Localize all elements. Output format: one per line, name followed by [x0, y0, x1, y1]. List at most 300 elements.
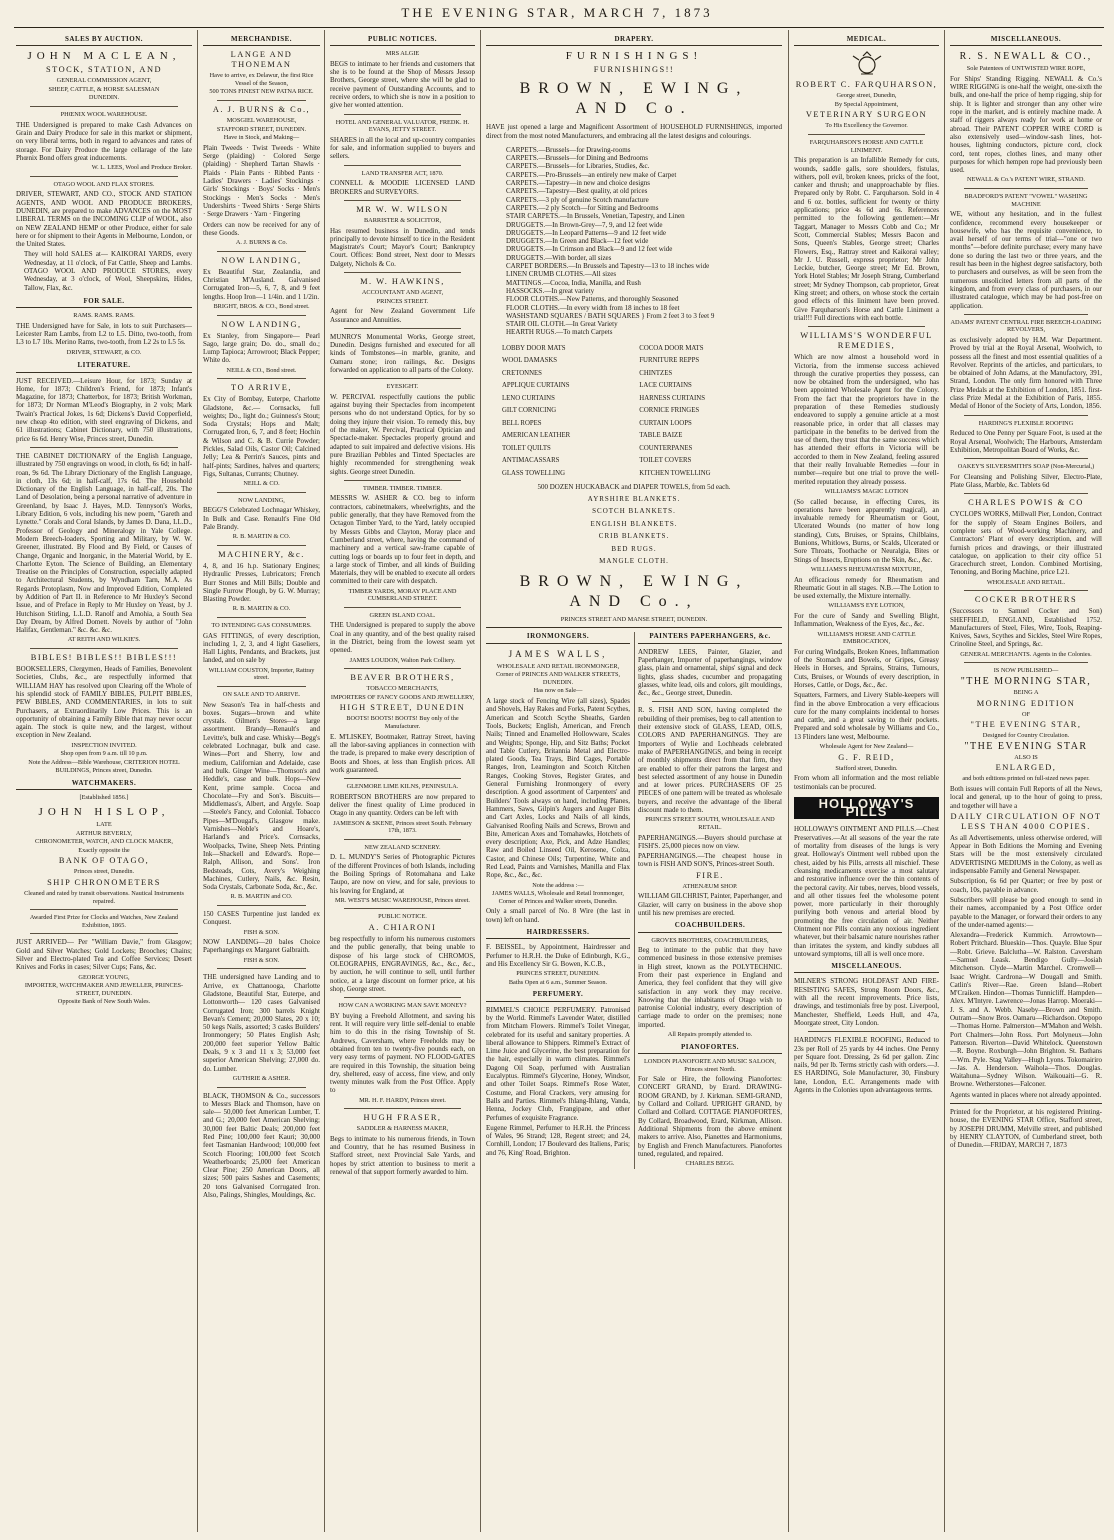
mliskey-text: E. M'LISKEY, Bootmaker, Rattray Street, having all the labor-saving appliances in connection with the trade, is prepared to make every description of Boots and Shoes, at less than English prices. All work guaranteed. [330, 732, 475, 774]
powis-sign: WHOLESALE AND RETAIL. [986, 578, 1066, 586]
goods-item: HARNESS CURTAINS [639, 394, 705, 402]
maclean-line2: GENERAL COMMISSION AGENT, [56, 77, 152, 85]
holloway-badge-wrap [794, 793, 939, 824]
cases-150: 150 CASES Turpentine just landed ex Conquest. [203, 909, 320, 927]
carpet-line: CARPET BORDERS.—In Brussels and Tapestry—13 to 18 inches wide [506, 262, 710, 271]
rimmel-text: RIMMEL'S CHOICE PERFUMERY. Patronised by the World. Rimmel's Lavender Water, distilled from Mitcham Flowers. Rimmel's Toilet Vinegar, celebrated for its useful and sanitary properties. A liberal allowance to Shippers. Rimmel's Extract of Lime Juice and Glycerine, the best preparation for the hair, especially in warm climates. Rimmel's Dagong Oil Soap, perfumed with Australian Eucalyptus. Rimmel's Glycerine, Honey, Windsor, and other Toilet Soaps. Rimmel's Rose Water, Costume, and Floral Crackers, very amusing for Balls and Parties. Rimmel's Ihlang-Ihlang, Vanda, Henna, Jockey Club, Frangipane, and other Perfumes of exquisite Fragrance. [486, 1005, 630, 1122]
farq-street: George street, Dunedin, [836, 92, 897, 100]
powis-title: CHARLES POWIS & CO [968, 498, 1084, 508]
awarded: Awarded First Prize for Clocks and Watches, New Zealand Exhibition, 1865. [29, 914, 179, 929]
green-sign: JAMES LOUDON, Walton Park Colliery. [349, 656, 456, 664]
divider [652, 701, 768, 702]
okey-title: OAKEY'S SILVERSMITH'S SOAP (Non-Mercurial,) [957, 463, 1095, 471]
divider [808, 326, 925, 327]
robertson-text: ROBERTSON BROTHERS are now prepared to deliver the finest quality of Lime produced in Otago in any quantity. Orders can be left with [330, 792, 475, 818]
divider [964, 493, 1088, 494]
carpet-line: STAIR CARPETS.—In Brussels, Venetian, Tapestry, and Linen [506, 212, 685, 221]
agent-info: From whom all information and the most reliable testimonials can be procured. [794, 774, 939, 791]
machinery-title: MACHINERY, &c. [218, 549, 305, 559]
column-rule [788, 30, 789, 1532]
lit-text: JUST RECEIVED.—Leisure Hour, for 1873; Sunday at Home, for 1873; Children's Friend, for 1873; Infant's Magazine, for 1873; Chatterbox, for 1873; British Workman, for 1873; Dr Norman M'Leod's Biography, in 2 vols; Mark Twain's Practical Jokes, 1s 6d; Dickens's David Copperfield, new cheap 4to edition, with steel engraving of Dickens, and 61 illustrations; Cabinet Dictionary, with 750 illustrations, price 6s 6d. Henry Wise, Princes street, Dunedin. [16, 376, 192, 443]
driver-sales: They will hold SALES at— KAIKORAI YARDS, every Wednesday, at 11 o'clock, of Fat Cattle, Sheep and Lambs. OTAGO WOOL AND PRODUCE STORES, every Wednesday, at 3 o'clock, of Wool, Sheepskins, Hides, Tallow, Flax, &c. [24, 250, 192, 292]
brown-ewing-title-2: BROWN, EWING, AND Co., [519, 572, 749, 610]
eye-title: WILLIAMS'S EYE LOTION, [828, 602, 905, 610]
connell-text: CONNELL & MOODIE LICENSED LAND BROKERS and SURVEYORS. [330, 179, 475, 196]
goods-row [502, 455, 766, 468]
goods-row [502, 368, 766, 381]
timber-title: TIMBER. TIMBER. TIMBER. [362, 484, 442, 492]
painters-column [638, 632, 782, 1168]
divider [344, 114, 461, 115]
goods-row [502, 468, 766, 481]
section-head-painters: PAINTERS PAPERHANGERS, &c. [638, 632, 782, 643]
gilchrist-text: WILLIAM GILCHRIST, Painter, Paperhanger, and Glazier, will carry on business in the above shop until his new premises are erected. [638, 892, 782, 917]
bradford-title: BRADFORD'S PATENT "VOWEL" WASHING MACHINE [964, 193, 1088, 208]
goods-item: FURNITURE REPPS [639, 357, 700, 365]
morning-star-title: "THE MORNING STAR, [960, 675, 1092, 687]
beissel-text: F. BEISSEL, by Appointment, Hairdresser and Perfumer to H.R.H. the Duke of Edinburgh, K.G., and His Excellency Sir G. Bowen, K.C.B., [486, 943, 630, 968]
goods-item: LACE CURTAINS [639, 382, 692, 390]
burns-orders: Orders can now be received for any of these Goods. [203, 220, 320, 237]
section-head-hairdressers: HAIRDRESSERS. [486, 928, 630, 939]
ms-edition: MORNING EDITION [976, 698, 1076, 708]
hawkins-title: M. W. HAWKINS, [360, 277, 445, 287]
divider [30, 447, 178, 448]
section-head-misc: MISCELLANEOUS. [794, 962, 939, 973]
fraser-text: Begs to intimate to his numerous friends, in Town and Country, that he has resumed Business in Stafford street, next Provincial Sale Yards, and hopes by strict attention to business to merit a renewal of that support formerly awarded to him. [330, 1134, 475, 1177]
adv-text: As all Advertisements, unless otherwise ordered, will Appear in Both Editions the Morning and Evening Stars will be the most extensively circulated ADVERTISING MEDIUMS in the Colony, as well as indispensable Family and General Newspaper. [950, 833, 1102, 876]
phoenix-title: PHŒNIX WOOL WAREHOUSE. [60, 111, 148, 119]
burns-list: Plain Tweeds · Twist Tweeds · White Serge (plaiding) · Colored Serge (plaiding) · Shepherd Tartan Shawls · Plaids · Plain Pants · Ribbed Pants · Ladies' Drawers · Ladies' Stockings · Girls' Stockings · Boys' Socks · Men's Stockings · Men's Socks · Men's Undershirts · Tweed Shirts · Serge Shirts · Serge Drawers · Yarn · Fingering [203, 143, 320, 219]
es2-also: ALSO IS [1014, 753, 1038, 761]
divider [30, 106, 178, 107]
carpet-line: MATTINGS.—Cocoa, India, Manilla, and Rush [506, 278, 641, 287]
fraser-title: HUGH FRASER, [363, 1113, 442, 1123]
farq-title: ROBERT C. FARQUHARSON, [795, 80, 938, 90]
young-name: GEORGE YOUNG, [78, 973, 130, 981]
divider [344, 200, 461, 201]
divider [344, 839, 461, 840]
agents-wanted: Agents wanted in places where not already appointed. [950, 1090, 1102, 1099]
goods-row [502, 355, 766, 368]
section-head-misc-2: MISCELLANEOUS. [950, 35, 1102, 46]
section-head-auction: SALES BY AUCTION. [16, 35, 192, 46]
begg-sign: R. B. MARTIN & CO. [232, 533, 291, 541]
imprint: Printed for the Proprietor, at his registered Printing-house, the EVENING STAR Office, Stafford street, by JOSEPH DRUMM, Melville street, and published by HENRY CLAYTON, of Cumberland street, both of Dunedin.—FRIDAY, MARCH 7, 1873 [950, 1108, 1102, 1150]
hislop-name: JOHN HISLOP, [38, 806, 170, 819]
blanket-line: BED RUGS. [611, 544, 657, 553]
just-arrived: JUST ARRIVED— Per "William Davie," from Glasgow; Gold and Silver Watches; Gold Lockets; Brooches; Chains; Silver and Electro-plated Tea and Coffee Services; Desert Knives and Forks in cases; Silver Cups; Fans, &c. [16, 938, 192, 972]
farq-appointment: By Special Appointment, [834, 100, 899, 108]
black-text: BLACK, THOMSON & Co., successors to Messrs Black and Thomson, have on sale— 50,000 feet American Lumber, T. and G.; 20,000 feet American Shelving; 30,000 feet Baltic Deals; 200,000 feet Red Pine; 100,000 feet Kauri; 30,000 feet Tasmanian Hardwood; 100,000 feet Scotch Flooring; 100,000 feet Scotch Weatherboards; 25,000 feet American Clear Pine; 250 American Doors, all sizes; 500 pairs Sashes and Casements; 20 tons Galvanised Corrugated Iron. Also, Palings, Shingles, Mouldings, &c. [203, 1091, 320, 1200]
divider [30, 933, 178, 934]
hotel-text: SHARES in all the local and up-country companies for sale, and information supplied to buyers and sellers. [330, 135, 475, 161]
rheum-title: WILLIAMS'S RHEUMATISM MIXTURE, [810, 565, 923, 573]
divider [344, 908, 461, 909]
royal-crest-icon [847, 50, 887, 78]
subscribers: Subscribers will please be good enough to send in their names, accompanied by a Post Office order payable to the Manager, or forward their orders to any of the under-named agents:— [950, 895, 1102, 929]
save-text: BY buying a Freehold Allotment, and saving his rent. It will require very little self-denial to enable him to do this in the rising Township of St. Andrews, Caversham, where Freeholds may be obtained from ten to twenty-five pounds each, on very easy terms of payment. NO FLOOD-GATES are required in this Township, the situation being dry, sheltered, easy of access, fine view, and only twenty minutes walk from the Post Office. Apply to [330, 1011, 475, 1095]
agent-street: Stafford street, Dunedin. [835, 764, 898, 772]
goods-item: CHINTZES [639, 369, 673, 377]
divider [808, 134, 925, 135]
nz-scenery-title: NEW ZEALAND SCENERY. [364, 843, 441, 851]
dict-text: THE CABINET DICTIONARY of the English Language, illustrated by 750 engravings on wood, in cloth, 6s 6d; in half-roan, 9s 6d. The Library Dictionary of the English Language, in cloth, 13s 6d; in half-calf, 17s 6d. The Household Dictionary of the English Language, in half-calf, 20s. The Land of Desolation, being a personal narrative of adventure in Greenland, by Isaac J. Hayes, M.D. Tennyson's Works, Library Edition, 6 vols, including his new poem, "Gareth and Lynette." Corals and Coral Islands, by James D. Dana, LL.D., Professor of Geology and Mineralogy in Yale College. Modern Breech-loaders, Sporting and Military, by W. W. Greener, illustrated. By Flood and By Field, or Causes of Change, Organic and Inorganic, in the Material World, by E. Charlotte Eyton. The Science of Building, an Elementary Treatise on the Principles of Construction, especially adapted to Architectural Students, by Wyndham Tarn, M.A. As Regards Protoplasm, Now and Improved Edition, Completed by Addition of Part II. in Reference to Mr Huxley's Second Issue, and of Preface in Reply to Mr Huxley on Yeast, by J. Hutchison Stirling, L.L.D. Ranolf and Amohia, a South Sea Day Dream, by Alfred Domett. Novels by author of "John Halifax, Gentleman." &c. &c. &c. [16, 451, 192, 635]
ship-text: Cleaned and rated by transit observations. Nautical Instruments repaired. [24, 889, 184, 905]
section-head-drapery: DRAPERY. [486, 35, 782, 46]
column-merchandise [203, 35, 320, 1532]
arrive-title: TO ARRIVE, [231, 383, 292, 393]
burns-sign: A. J. BURNS & Co. [235, 239, 288, 247]
green-text: THE Undersigned is prepared to supply the above Coal in any quantity, and of the best quality raised in the District, being from the lowest seam yet opened. [330, 621, 475, 655]
phoenix-text: THE Undersigned is prepared to make Cash Advances on Grain and Dairy Produce for sale in this market or shipment, on very liberal terms, both in regard to advances and rates of storage. For Dairy Produce the large cellarage of the late Phœnix Bond offers great inducements. [16, 120, 192, 162]
begg-text: BEGG'S Celebrated Lochnagar Whiskey, In Bulk and Case. Renault's Fine Old Pale Brandy. [203, 506, 320, 532]
newall-text: For Ships' Standing Rigging. NEWALL & Co.'s WIRE RIGGING is one-half the weight, one-sixth the bulk, and one-half the price of hemp rigging, ship for ship. It is lighter and stronger than any other wire rope in the market, and is entirely machine made. A staff of riggers always ready for work at home or abroad. Their PATENT COPPER WIRE CORD is also extensively used—window-sash lines, hot-houses, lightning conductors, picture cord, clock cord, tent ropes, clothes lines, and many other purposes for which hempen rope had previously been used. [950, 74, 1102, 175]
carpet-line: DRUGGETS.—In Crimson and Black—9 and 12 feet wide [506, 245, 673, 254]
divider [217, 1087, 306, 1088]
robertson-sign: JAMIESON & SKENE, Princes street South. February 17th, 1873. [333, 819, 472, 835]
farq-role: VETERINARY SURGEON [805, 110, 928, 120]
holloway-text: HOLLOWAY'S OINTMENT AND PILLS.—Chest Preservatives.—At all seasons of the year the rate of mortality from diseases of the lungs is very great. Holloway's Ointment well rubbed upon the chest, aided by his Pills, arrests all mischief. These cleansing medicaments exercise a most salutary and restorative influence over the thin contents of the pectoral cavity. Air tubes, nerves, blood vessels, and all other tissues feel the wholesome potent power, more particularly in their thoroughly purifying both venous and arterial blood by promoting the free circulation of air. Neither Ointment nor Pills contain any noxious ingredient whatever, but their balsamic nature nourishes rather than irritates the system, and kindly subdues all untoward symptoms, till all is well once more. [794, 825, 939, 958]
gas-title: TO INTENDING GAS CONSUMERS. [211, 622, 312, 629]
adams-title: ADAMS' PATENT CENTRAL FIRE BREECH-LOADING REVOLVERS, [950, 318, 1102, 334]
sale-title: ON SALE AND TO ARRIVE. [222, 690, 301, 698]
liniment-title: FARQUHARSON'S HORSE AND CATTLE LINIMENT. [809, 139, 924, 154]
carpet-line: STAIR OIL CLOTH.—In Great Variety [506, 320, 618, 329]
column-rule [480, 30, 481, 1532]
hislop-role: CHRONOMETER, WATCH, AND CLOCK MAKER, [35, 838, 173, 846]
divider [217, 251, 306, 252]
goods-row [502, 393, 766, 406]
carpet-line: DRUGGETS.—In Green and Black—12 feet wide [506, 237, 649, 246]
carpet-line: HASSOCKS.—In great variety [506, 286, 595, 295]
cocker-title: COCKER BROTHERS [974, 595, 1078, 605]
ms-of: OF [1021, 710, 1031, 718]
walls-title: JAMES WALLS, [508, 648, 608, 659]
cocker-text: (Successors to Samuel Cocker and Son) SHEFFIELD, ENGLAND, Established 1752. Manufacturers of Steel, Files, Wire, Tools, Reaping-Knives, Saws, Scythes and Sickles, Steel Wire Ropes, Crinoline Steel, and Springs, &c. [950, 607, 1102, 649]
landing2-sign: NEILL & CO., Bond street. [226, 366, 297, 374]
blanket-line: SCOTCH BLANKETS. [592, 507, 676, 516]
goods-row [502, 380, 766, 393]
section-head-public: PUBLIC NOTICES. [330, 35, 475, 46]
carpet-line: CARPETS.—Brussels—for Libraries, Studies, &c. [506, 162, 650, 171]
divider [344, 272, 461, 273]
es-designed: Designed for Country Circulation. [982, 732, 1070, 740]
goods-item: KITCHEN TOWELLING [639, 469, 711, 477]
hislop-bank: BANK OF OTAGO, [58, 856, 150, 866]
machinery-sign: R. B. MARTIN & CO. [232, 605, 291, 613]
blanket-list [486, 493, 782, 568]
goods-item: ANTIMACASSARS [502, 457, 560, 465]
hislop-late: LATE [96, 821, 112, 829]
divider [964, 590, 1088, 591]
williams-title: WILLIAMS'S WONDERFUL REMEDIES, [800, 331, 933, 351]
walls-wire: Only a small parcel of No. 8 Wire (the last in town) left on hand. [486, 907, 630, 924]
magic-title: WILLIAMS'S MAGIC LOTION [824, 487, 909, 495]
goods-item: CORNICE FRINGES [639, 407, 700, 415]
divider [344, 778, 461, 779]
goods-item: TABLE BAIZE [639, 432, 683, 440]
fish-address: PRINCES STREET SOUTH, WHOLESALE AND RETAIL. [645, 816, 775, 831]
divider [217, 617, 306, 618]
harding-text-2: Reduced to One Penny per Square Foot, is used at the Royal Arsenal, Woolwich; The Harbours, Amsterdam Exhibition, Metropolitan Board of Works, &c. [950, 429, 1102, 454]
milner-text: MILNER'S STRONG HOLDFAST AND FIRE-RESISTING SAFES, Strong Room Doors, &c., with all the recent improvements. Price lists, drawings, and testimonials free by post. Liverpool, Manchester, Sheffield, Leeds Hull, and 47a, Moorgate street, City London. [794, 977, 939, 1027]
bibles-text: BOOKSELLERS, Clergymen, Heads of Families, Benevolent Societies, Clubs, &c., are respectfully informed that WILLIAM HAY has resolved upon Clearing off the Whole of his splendid stock of FAMILY BIBLES, PULPIT BIBLES, PEW BIBLES, AND COMMENTARIES, in lots to suit Purchasers, at Extraordinarily Low Prices. This is an opportunity of obtaining a Family Bible that may never occur again. The stock is quite new, and the largest, without exception in New Zealand. [16, 665, 192, 740]
brown-ewing-title: BROWN, EWING, AND Co. [519, 80, 749, 118]
landing3-title: NOW LANDING, [238, 496, 285, 504]
walls-corner: Corner of PRINCES AND WALKER STREETS, DUNEDIN. [495, 671, 621, 686]
landing1-text: Ex Beautiful Star, Zealandia, and Christian M'Ausland. Galvanised Corrugated Iron—5, 6, 7, 8, and 9 feet lengths. Hoop Iron—1 1/4in. and 1 1/2in. [203, 267, 320, 301]
london-sign: CHARLES BEGG. [685, 1160, 735, 1168]
hotel-title: HOTEL AND GENERAL VALUATOR, FREDK. H. EVANS, JETTY STREET. [335, 118, 470, 134]
landing2-text: Ex Stanley, from Singapore— Pearl Sago, large grain; Do. do., small do.; Lump Tapioca; Arrowroot; Black Pepper; White do. [203, 331, 320, 365]
goods-item: LENO CURTAINS [502, 394, 555, 402]
blanket-line: ENGLISH BLANKETS. [590, 519, 678, 528]
maclean-place: DUNEDIN. [88, 94, 120, 102]
blanket-line: MANGLE CLOTH. [599, 557, 669, 566]
hawkins-role: ACCOUNTANT AND AGENT, [361, 289, 444, 297]
divider [808, 1031, 925, 1032]
timber-text: MESSRS W. ASHER & CO. beg to inform contractors, cabinetmakers, wheelwrights, and the public generally, that they have Removed from the Octagon Timber Yard, to the Yard, lately occupied by Messrs Gibbs and Clayton, Moray place and Cumberland street, where, having the command of machinery and a vertical saw-frame capable of cutting logs or boards up to four feet in depth, and a large stock of Timber, and all kinds of Building Materials, they will be enabled to execute all orders committed to their care with despatch. [330, 494, 475, 586]
athenaeum: ATHENÆUM SHOP. [682, 882, 738, 890]
machinery-text: 4, 8, and 16 h.p. Stationary Engines; Hydraulic Presses, Lubricators; French Burr Stones and Mill Bills; Double and Single Furrow Plough, by G. W. Murray; Blasting Powder. [203, 561, 320, 604]
column-rule [324, 30, 325, 1532]
walls-sign: JAMES WALLS, Wholesale and Retail Ironmonger, Corner of Princes and Walker streets, Dunedin. [492, 890, 624, 905]
phoenix-sign: W. L. LEES, Wool and Produce Broker. [91, 164, 192, 172]
landing1-sign: BRIGHT, BROS. & CO., Bond street. [213, 302, 310, 310]
fire-title: FIRE. [696, 870, 724, 880]
harding-text: HARDING'S FLEXIBLE ROOFING, Reduced to 23s per Roll of 25 yards by 44 inches. One Penny per Square foot. Dressing, 2s 6d per gallon. Zinc nails, 9d per lb. Terms strictly cash with orders.—J. ES HARDING, Sole Manufacturer, 30, Finsbury lane, London, E.C. Arrangements made with Agents in the Colonies upon advantageous terms. [794, 1036, 939, 1095]
divider [964, 314, 1088, 315]
beaver-title: BEAVER BROTHERS, [350, 673, 455, 683]
wilson-title: MR W. W. WILSON [356, 204, 449, 214]
ms-being: BEING A [1013, 688, 1039, 696]
section-head-forsale: FOR SALE. [16, 297, 192, 308]
note-address: Note the Address—Bible Warehouse, CRITERION HOTEL BUILDINGS, Princes street, Dunedin. [28, 758, 180, 774]
divider [217, 686, 306, 687]
maclean-line3: SHEEP, CATTLE, & HORSE SALESMAN [48, 85, 160, 93]
cocker-sign: GENERAL MERCHANTS. Agents in the Colonies. [960, 650, 1092, 658]
newall-title: R. S. NEWALL & CO., [959, 51, 1093, 63]
column-sales-by-auction [16, 35, 192, 1532]
gas-text: GAS FITTINGS, of every description, including 1, 2, 3, and 4 light Gaseliers, Hall Lights, Pendants, and Brackets, just landed, and on sale by [203, 631, 320, 665]
fish-sign-2: FISH & SON. [243, 956, 280, 964]
carpet-line: DRUGGETS.—With border, all sizes [506, 253, 612, 262]
fish-text: R. S. FISH AND SON, having completed the rebuilding of their premises, beg to call attention to their extensive stock of GLASS, LEAD, OILS, COLORS AND PAPERHANGINGS. They are Importers of Wylie and Lochheads celebrated make of PAPERHANGINGS, and being in receipt of monthly shipments direct from that firm, they are enabled to offer their patrons the largest and best selected assortment of any house in Dunedin and at lower prices. PURCHASERS OF 25 PIECES of one pattern will be treated as wholesale buyers, and receive the advantage of the liberal discount made to them. [638, 706, 782, 815]
goods-item: GLASS TOWELLING [502, 469, 565, 477]
furnishings-1: FURNISHINGS! [565, 50, 703, 63]
goods-item: COUNTERPANES [639, 444, 693, 452]
glenmore-title: GLENMORE LIME KILNS, PENINSULA. [346, 783, 459, 791]
goods-item: TOILET COVERS [639, 457, 692, 465]
section-head-pianofortes: PIANOFORTES. [638, 1043, 782, 1054]
top-rule [14, 27, 1104, 28]
hislop-street: Princes street, Dunedin. [73, 868, 135, 876]
guthrie-text: THE undersigned have Landing and to Arrive, ex Chattanooga, Charlotte Gladstone, Beautiful Star, Euterpe, and Lottonworth— 120 cases Galvanised Corrugated Iron; 300 barrels Knight Bevan's Cement; 20,000 Slates, 20 x 10; 50 kegs Nails, assorted; 3 casks Builders' Ironmongery; 50 Plates English Ash; 200,000 feet superior Yellow Baltic Deals, 9 x 3 and 11 x 3; 53,000 feet superior American Shelving; 27,000 do. do. Lumber. [203, 973, 320, 1073]
section-head-ironmongers: IRONMONGERS. [486, 632, 630, 643]
divider [344, 378, 461, 379]
section-head-coachbuilders: COACHBUILDERS. [638, 921, 782, 932]
divider [486, 627, 782, 628]
goods-item: TOILET QUILTS [502, 444, 551, 452]
sale-sign: R. B. MARTIN and CO. [230, 893, 293, 901]
bibles-title: BIBLES! BIBLES!! BIBLES!!! [30, 653, 178, 663]
horse-text: For curing Windgalls, Broken Knees, Inflammation of the Stomach and Bowels, or Gripes, Greasy Heels in Horses, and Sprains, Strains, Tumours, Cuts, Bruises, or Wounds of every description, in Horses, Cattle, or Dogs, &c., &c. [794, 647, 939, 689]
carpet-line: CARPETS.—3 ply of genuine Scotch manufacture [506, 195, 649, 204]
hawkins-text: Agent for New Zealand Government Life Assurance and Annuities. [330, 307, 475, 324]
lees-text: ANDREW LEES, Painter, Glazier, and Paperhanger, Importer of paperhangings, window glass, plain and ornamental, ships' signal and deck lights, glass shades, cucumber and propagating glasses, white lead, oils and colors, gilt mouldings, &c., &c., George street, Dunedin. [638, 647, 782, 698]
divider [964, 662, 1088, 663]
munro-text: MUNRO'S Monumental Works, George street, Dunedin. Designs furnished and executed for all kinds of Tombstones—in marble, granite, and Oamaru stone; iron railings, &c. Designs forwarded on application to all parts of the Colony. [330, 332, 475, 374]
divider [30, 909, 178, 910]
walls-has: Has now on Sale— [533, 687, 583, 695]
goods-row [502, 405, 766, 418]
mundy-text: D. L. MUNDY'S Series of Photographic Pictures of the different Provinces of both Islands, including the Boiling Springs of Rotomahana and Lake Taupo, are now on view, and for sale, previous to his leaving for England, at [330, 853, 475, 895]
es2-enlarged: ENLARGED, [995, 763, 1057, 773]
harding-title: HARDING'S FLEXIBLE ROOFING [978, 419, 1074, 427]
walls-role: WHOLESALE AND RETAIL IRONMONGER, [496, 662, 620, 670]
chiaroni-title: A. CHIARONI [368, 923, 437, 933]
carpet-line: DRUGGETS.—In Leopard Patterns—9 and 12 feet wide [506, 228, 666, 237]
algie-text: BEGS to intimate to her friends and customers that she is to be found at the Shop of Messrs Jessop Brothers, George street, where she will be glad to receive payment of Outstanding Accounts, and to receive orders, to which she is now in a position to give her wonted attention. [330, 59, 475, 110]
divider [217, 968, 306, 969]
horse-title: WILLIAMS'S HORSE AND CATTLE EMBROCATION, [817, 630, 916, 646]
drapery-lower-split [486, 632, 782, 1168]
okey-text: For Cleansing and Polishing Silver, Electro-Plate, Plate Glass, Marble, &c. Tablets 6d [950, 472, 1102, 490]
lange-text: Have to arrive, ex Delawur, the first Rice Vessel of the Season, [209, 72, 314, 87]
carpet-line: CARPETS.—2 ply Scotch—for Sitting and Bedrooms [506, 203, 659, 212]
landing2-title: NOW LANDING, [221, 319, 302, 329]
squatters-text: Squatters, Farmers, and Livery Stable-keepers will find in the above Embrocation a very efficacious cure for the many complaints incidental to horses and cattle, and a great saving to their pockets. Prepared and sold wholesale by Williams and Co., 13 Flinders lane west, Melbourne. [794, 691, 939, 741]
hislop-arthur: ARTHUR BEVERLY, [75, 829, 133, 837]
divider [344, 1108, 461, 1109]
maclean-line1: STOCK, STATION, AND [45, 65, 163, 75]
divider [30, 648, 178, 649]
divider [344, 997, 461, 998]
agent-title: Wholesale Agent for New Zealand— [819, 743, 914, 751]
save-sign: MR. H. F. HARDY, Princes street. [359, 1096, 446, 1104]
goods-item: BELL ROPES [502, 419, 542, 427]
wilson-role: BARRISTER & SOLICITOR, [363, 216, 442, 224]
landing-20: NOW LANDING—20 bales Choice Paperhangings ex Margaret Galbraith. [203, 938, 320, 955]
column-drapery [486, 35, 782, 1532]
holloway-badge: HOLLOWAY'S PILLS [794, 797, 939, 820]
column-miscellaneous [950, 35, 1102, 1532]
column-medical [794, 35, 939, 1532]
divider [217, 315, 306, 316]
burns-street: STAFFORD STREET, DUNEDIN. [216, 125, 307, 133]
powis-text: CYCLOPS WORKS, Millwall Pier, London, Contract for the supply of Steam Engines Boilers, and complete sets of Wood-working Machinery, and Contractors' Plant of every description, and will furnish prices and drawings, or their illustrated catalogue, on application to their city office 51 Gracechurch street, London. Combined Mortising, Tenoning, and Boring Machine, price L21. [950, 510, 1102, 577]
save-title: HOW CAN A WORKING MAN SAVE MONEY? [338, 1002, 467, 1010]
divider [344, 328, 461, 329]
goods-item: APPLIQUE CURTAINS [502, 382, 570, 390]
rams-text: THE Undersigned have for Sale, in lots to suit Purchasers— Leicester Ram Lambs, from L2 to L5. Ditto, two-tooth, from L3 to L7 10s. Merino Rams, two-tooth, from L2 2s to L5 5s. [16, 321, 192, 347]
hislop-opposite: Exactly opposite the [78, 846, 130, 854]
burns-name: A. J. BURNS & Co., [212, 105, 311, 115]
beissel-baths: Baths Open at 6 a.m., Summer Season. [508, 978, 608, 986]
groves-text: Beg to intimate to the public that they have commenced business in those extensive premises in High street, known as the POLYTECHNIC. From their past experience in England and America, they feel confident that they will give satisfaction in any work they may receive. Knowing that the inhabitants of Otago wish to patronise Colonial industry, every description of carriage made to order on the premises; none imported. [638, 946, 782, 1029]
divider [217, 100, 306, 101]
column-public-notices [330, 35, 475, 1532]
paper-2: PAPERHANGINGS.—The cheapest house in town is FISH AND SON'S, Princes-street South. [638, 852, 782, 869]
carpet-line: LINEN CRUMB CLOTHS.—All sizes [506, 270, 617, 279]
reith-title: AT REITH AND WILKIE'S. [67, 636, 141, 644]
rheum-text: An efficacious remedy for Rheumatism and Rheumatic Gout in all stages. N.B.—The Lotion to be used externally, the Mixture internally. [794, 575, 939, 601]
carpet-line: CARPETS.—Pro-Brussels—an entirely new make of Carpet [506, 170, 677, 179]
young-opposite: Opposite Bank of New South Wales. [57, 998, 151, 1006]
furnishings-2: FURNISHINGS!! [593, 65, 675, 75]
es2-text: and both editions printed on full-sized news paper. [962, 775, 1090, 783]
subscription: Subscription, 6s 6d per Quarter; or free by post or coach, 10s, payable in advance. [950, 877, 1102, 894]
ship-chronometers: SHIP CHRONOMETERS [47, 877, 161, 887]
divider [964, 188, 1088, 189]
goods-item: WOOL DAMASKS [502, 357, 558, 365]
carpet-line: CARPETS.—Brussels—for Drawing-rooms [506, 145, 631, 154]
rams-title: RAMS. RAMS. RAMS. [73, 312, 135, 320]
section-head-merchandise: MERCHANDISE. [203, 35, 320, 46]
huckaback: 500 DOZEN HUCKABACK and DIAPER TOWELS, from 5d each. [537, 483, 731, 492]
groves-repair: All Repairs promptly attended to. [667, 1031, 753, 1039]
goods-item: CURTAIN LOOPS [639, 419, 692, 427]
eyesight-title: EYESIGHT. [386, 383, 419, 391]
green-title: GREEN ISLAND COAL. [369, 611, 436, 619]
land-title: LAND TRANSFER ACT, 1870. [361, 169, 444, 177]
beissel-street: PRINCES STREET, DUNEDIN. [516, 970, 600, 978]
beaver-role: TOBACCO MERCHANTS, [366, 685, 439, 693]
published: IS NOW PUBLISHED— [993, 667, 1059, 675]
sale-text: New Season's Tea in half-chests and boxes. Sugars—brown and white crystals. Oilmen's Stores—a large assortment. Brandy—Renault's and Levitte's, bulk and case. Whisky—Begg's celebrated Lochnagar, bulk and case. Wines—Port and Sherry, low and medium, Californian and Adelaide, case and bulk. Ginger Wine—Thomson's and Heddle's, case and bulk. Hops—New Kent, prime sample. Cocoa and Chocolate—Fry and Son's. Biscuits—Middlemass's, Albert, and Argyle. Soap—Steele's Fancy, and Colonial. Tobacco Pipes—M'Dougal's, Glasgow make. Varnishes—Noble's and Hoare's, Harland's and Price's. Cornsacks, Woolpacks, Twine, Sheep Nets. Printing Ink—Shackell and Edward's. Rope—Ralph, Allison, and Sons'. Iron Bedsteads, Cots, Avery's Weighing Machines, Cutlery, Nails, &c. Resin, Soda Crystals, Carbonate Soda, &c., &c. [203, 700, 320, 892]
algie-title: MRS ALGIE [385, 50, 420, 58]
section-head-perfumery: PERFUMERY. [486, 990, 630, 1001]
goods-item: COCOA DOOR MATS [639, 344, 704, 352]
divider [217, 905, 306, 906]
carpet-line: WASHSTAND SQUARES / BATH SQUARES } From 2 feet 3 to 3 feet 9 [506, 311, 715, 320]
mundy-west: MR. WEST'S MUSIC WAREHOUSE, Princes street. [335, 896, 470, 904]
carpet-list [506, 146, 782, 337]
goods-row [502, 430, 766, 443]
public-notice-title: PUBLIC NOTICE. [378, 913, 427, 921]
fish-sign-1: FISH & SON. [243, 928, 280, 936]
inspection: INSPECTION INVITED. [71, 741, 137, 749]
shop-hours: Shop open from 9 a.m. till 10 p.m. [60, 750, 148, 758]
goods-item: LOBBY DOOR MATS [502, 344, 566, 352]
lange-name: LANGE AND THONEMAN [230, 50, 293, 70]
magic-text: (So called because, in effecting Cures, its operations have been apparently magical), an invaluable remedy for Rheumatism or Gout, Ulcerated Wounds (no matter of how long standing), Cuts, Bruises, or Sprains, Chilblains, Bunions, Whitlows, Burns, or Scalds, Ulcerated or Sore Throats, Toothache or Neuralgia, Bites or Stings of Insects, Eruptions on the Skin, &c., &c. [794, 497, 939, 564]
young-role: IMPORTER, WATCHMAKER AND JEWELLER, PRINCES-STREET, DUNEDIN. [24, 982, 184, 997]
adams-text: as exclusively adopted by H.M. War Department. Proved by trial at the Royal Arsenal, Woolwich, to possess all the finest and most essential qualities of a Revolver. Reprints of the articles, and particulars, to be obtained of John Adams, at the Manufactory, 391, Strand, London. The only firm honored with Three Prize Medals at the Exhibition of London, 1851. first-class Prize Medal at the Exhibition of Paris, 1855. Medal of Honor of the Society of Arts, London, 1856. [950, 335, 1102, 411]
arrive-text: Ex City of Bombay, Euterpe, Charlotte Gladstone, &c.— Cornsacks, full weights; Do., light do.; Guinness's Stout; Soda Crystals; Hops and Malt; Corrugated Iron, 6, 7, and 8 feet; Hochin & Wilson and C. & B. Currie Powder; Pickles, Salad Oils, Castor Oil; Calcined Jelly; Lea & Perrin's Sauces, pints and half-pints; Sardines, halves and quarters; Figs, Sultanas, Currants; Chutney. [203, 395, 320, 478]
burns-have: Have in Stock, and Making— [223, 134, 300, 142]
carpet-line: FLOOR CLOTHS.—New Patterns, and thoroughly Seasoned [506, 295, 679, 304]
goods-row [502, 418, 766, 431]
london-title: LONDON PIANOFORTE AND MUSIC SALOON, Princes street North. [643, 1057, 777, 1073]
driver-text: DRIVER, STEWART, AND CO., STOCK AND STATION AGENTS, AND WOOL AND PRODUCE BROKERS, DUNEDIN, are prepared to make ADVANCES on the MOST LIBERAL TERMS on the INCOMING CLIP of WOOL, also on NEW ZEALAND HEMP or other Produce, either for sale here or for shipment to their Agents in Melbourne, London, or the United States. [16, 190, 192, 249]
otago-title: OTAGO WOOL AND FLAX STORES. [53, 180, 155, 188]
burns-place: MOSGIEL WAREHOUSE, [226, 117, 297, 125]
divider [217, 378, 306, 379]
walls-note: Note the address :— [532, 881, 584, 889]
circulation: DAILY CIRCULATION OF NOT LESS THAN 4000 COPIES. [950, 811, 1102, 831]
goods-row [502, 443, 766, 456]
fraser-role: SADDLER & HARNESS MAKER, [356, 1125, 449, 1133]
established: [Established 1856.] [79, 794, 129, 802]
beaver-street: HIGH STREET, DUNEDIN [339, 703, 466, 713]
agents-list: Alexandra—Frederick Kummich. Arrowtown—Robert Pritchard. Blueskin—Thos. Quayle. Blue Spur—Robt. Grieve. Balclutha—W. Ralston. Caversham—Samuel Leask. Bendigo Gully—Josiah Mitchenson. Clyde—Martin Marchel. Cromwell—Isaac Wright. Cardrona—W Dougall and Smith. Catlin's River—Rae. Green Island—Robert M'Craiken. Hindon—Thomas Tunnicliff. Hampden—Alex. M'Intyre. Lawrence—Jonas Harrop. Moeraki—J. S. and A. Webb. Naseby—Brown and Smith. Outram—Snow Bros. Oamaru—Richardson. Otepopo—Thomas Horne. Palmerston—M'Mahon and Welsh. Port Chalmers—John Ross. Port Molyneux—John Patterson. Riverton—David Whitelock. Queenstown—R. Boyne. Roxburgh—John Brighton. St. Bathans—Wm. Pyle. Stag Valley—Hugh Lyons. Tokomairiro—Jas. A. Henderson. Waihola—Thos. Douglas. Waitahuna—Sydney Wilson. Waikouaiti—G. R. Browne. Wetherstones—Falconer. [950, 931, 1102, 1089]
boots-title: BOOTS! BOOTS! BOOTS! Buy only of the Manufacturer. [346, 715, 459, 731]
carpet-line: HEARTH RUGS.—To match Carpets [506, 328, 613, 337]
landing1-title: NOW LANDING, [221, 255, 302, 265]
evening-star-title-2: "THE EVENING STAR [964, 740, 1088, 752]
